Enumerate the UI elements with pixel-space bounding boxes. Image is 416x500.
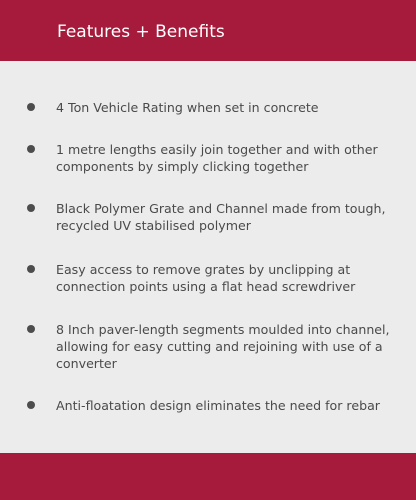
header-bar xyxy=(0,0,416,61)
features-list xyxy=(0,61,416,453)
bullet-icon xyxy=(27,145,35,153)
bullet-icon xyxy=(27,204,35,212)
feature-text: Easy access to remove grates by unclipping at connection points using a flat head screwdriver xyxy=(56,262,356,294)
feature-text: Anti-floatation design eliminates the need for rebar xyxy=(56,398,380,413)
feature-text: 4 Ton Vehicle Rating when set in concrete xyxy=(56,100,319,115)
feature-text: 8 Inch paver-length segments moulded into channel, allowing for easy cutting and rejoining with use of a converter xyxy=(56,322,390,371)
bullet-icon xyxy=(27,103,35,111)
bullet-icon xyxy=(27,265,35,273)
page-title: Features + Benefits xyxy=(57,22,225,42)
feature-text: 1 metre lengths easily join together and with other components by simply clicking together xyxy=(56,142,378,174)
footer-bar xyxy=(0,453,416,500)
bullet-icon xyxy=(27,401,35,409)
feature-text: Black Polymer Grate and Channel made from tough, recycled UV stabilised polymer xyxy=(56,201,386,233)
bullet-icon xyxy=(27,325,35,333)
